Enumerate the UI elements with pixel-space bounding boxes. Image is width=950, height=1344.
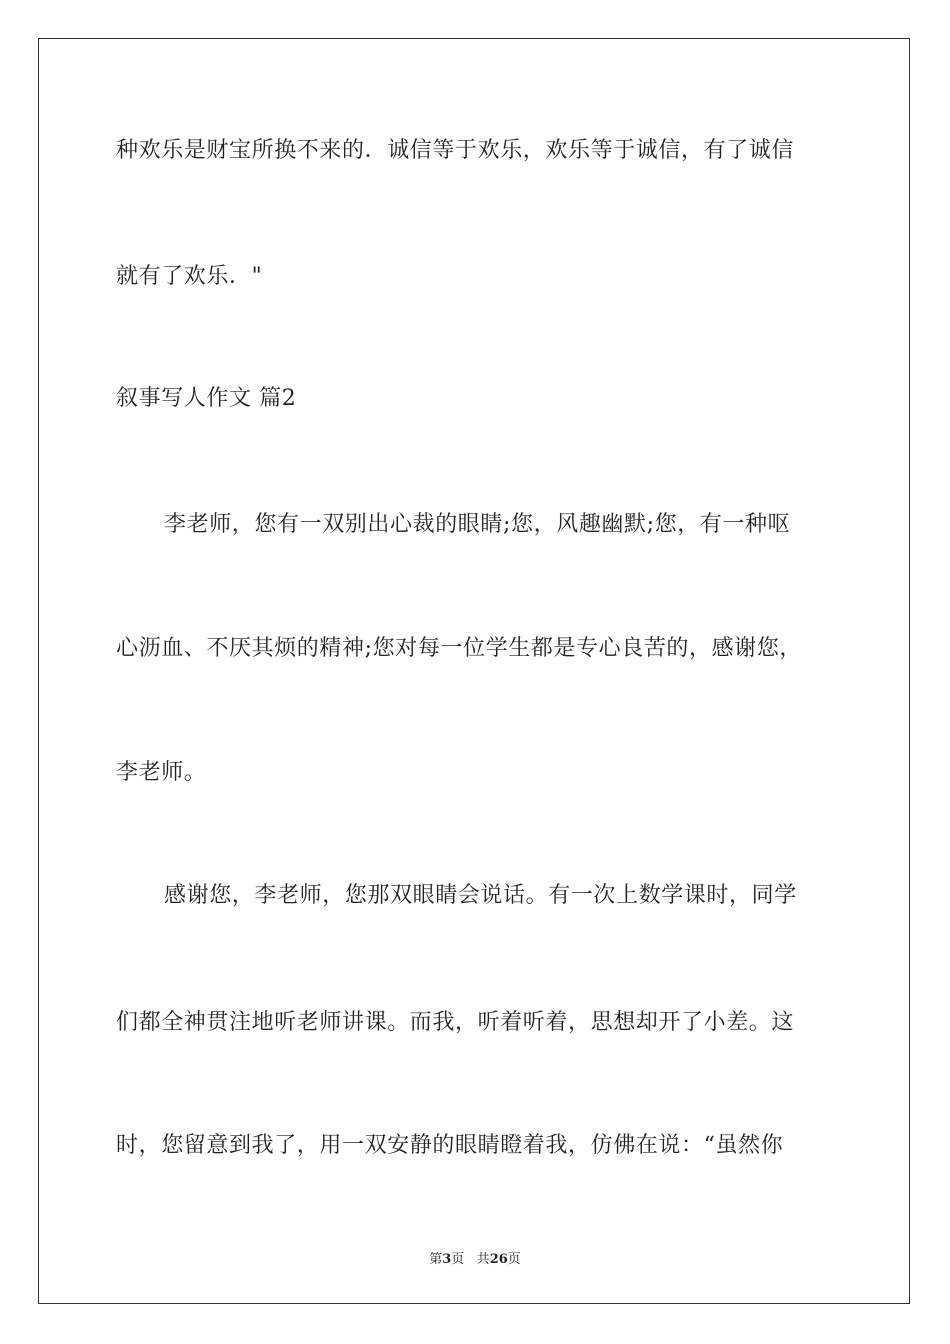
footer-page-number: 3 — [442, 1252, 452, 1267]
paragraph-line: 们都全神贯注地听老师讲课。而我，听着听着，思想却开了小差。这 — [116, 1010, 795, 1035]
page-footer — [0, 1248, 950, 1267]
footer-prefix: 第 — [429, 1252, 443, 1267]
paragraph-line: 时，您留意到我了，用一双安静的眼睛瞪着我，仿佛在说：“虽然你 — [116, 1133, 784, 1158]
paragraph-line: 就有了欢乐．" — [116, 264, 263, 289]
footer-page-suffix: 页 — [451, 1252, 465, 1267]
paragraph-line: 心沥血、不厌其烦的精神;您对每一位学生都是专心良苦的，感谢您， — [116, 636, 803, 661]
page-border — [38, 38, 910, 1304]
section-heading: 叙事写人作文 篇2 — [116, 386, 297, 411]
paragraph-line: 李老师。 — [116, 760, 207, 785]
paragraph-line: 李老师，您有一双别出心裁的眼睛;您，风趣幽默;您，有一种呕 — [164, 512, 791, 537]
footer-total-prefix: 共 — [476, 1252, 490, 1267]
paragraph-line: 种欢乐是财宝所换不来的．诚信等于欢乐，欢乐等于诚信，有了诚信 — [116, 138, 795, 163]
footer-total-suffix: 页 — [507, 1252, 521, 1267]
paragraph-line: 感谢您，李老师，您那双眼睛会说话。有一次上数学课时，同学 — [164, 883, 797, 908]
footer-total-pages: 26 — [489, 1252, 508, 1267]
